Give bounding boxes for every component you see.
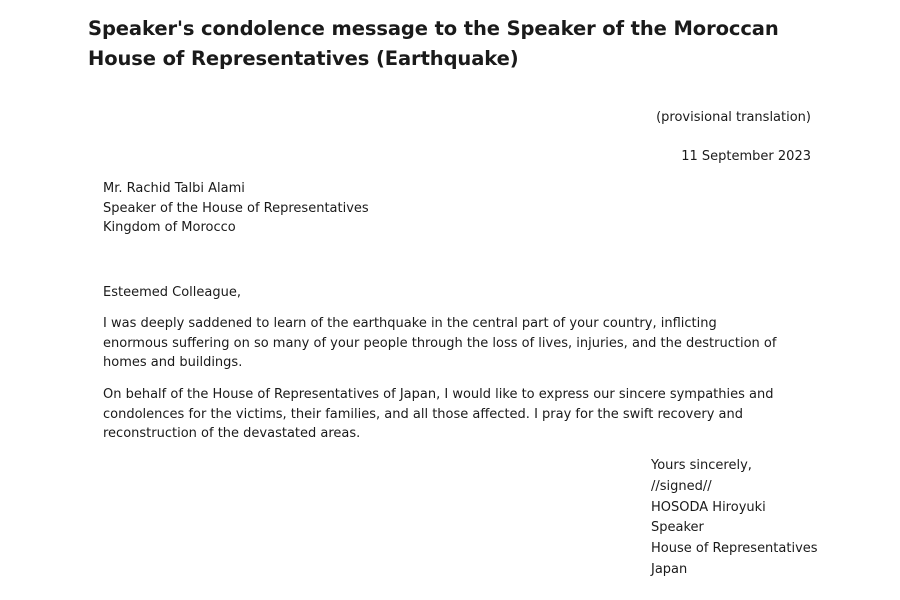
body-paragraph-1: I was deeply saddened to learn of the earthquake in the central part of your country, inflicting enormous suffering on so many of your people through the loss of lives, injuries, and the destruction of homes and buildings. bbox=[103, 316, 777, 370]
translation-note: (provisional translation) bbox=[656, 110, 811, 125]
valediction: Yours sincerely, bbox=[651, 458, 752, 473]
signatory-role: Speaker bbox=[651, 520, 704, 536]
addressee-position: Speaker of the House of Representatives bbox=[103, 200, 369, 216]
signature-block bbox=[651, 456, 818, 581]
letter-date: 11 September 2023 bbox=[681, 149, 811, 164]
body-paragraph-2: On behalf of the House of Representatives of Japan, I would like to express our sincere sympathies and condolences for the victims, their families, and all those affected. I pray for the swift recovery and reconstruction of the devastated areas. bbox=[103, 387, 774, 441]
signed-marker: //signed// bbox=[651, 478, 712, 494]
addressee-country: Kingdom of Morocco bbox=[103, 220, 236, 235]
page-title: Speaker's condolence message to the Speaker of the Moroccan House of Representatives (Earthquake) bbox=[88, 17, 779, 70]
signatory-house: House of Representatives bbox=[651, 541, 818, 557]
signatory-name: HOSODA Hiroyuki bbox=[651, 499, 766, 515]
addressee-name: Mr. Rachid Talbi Alami bbox=[103, 181, 245, 196]
signatory-country: Japan bbox=[651, 561, 688, 577]
salutation: Esteemed Colleague, bbox=[103, 285, 241, 300]
addressee-block bbox=[103, 179, 369, 238]
